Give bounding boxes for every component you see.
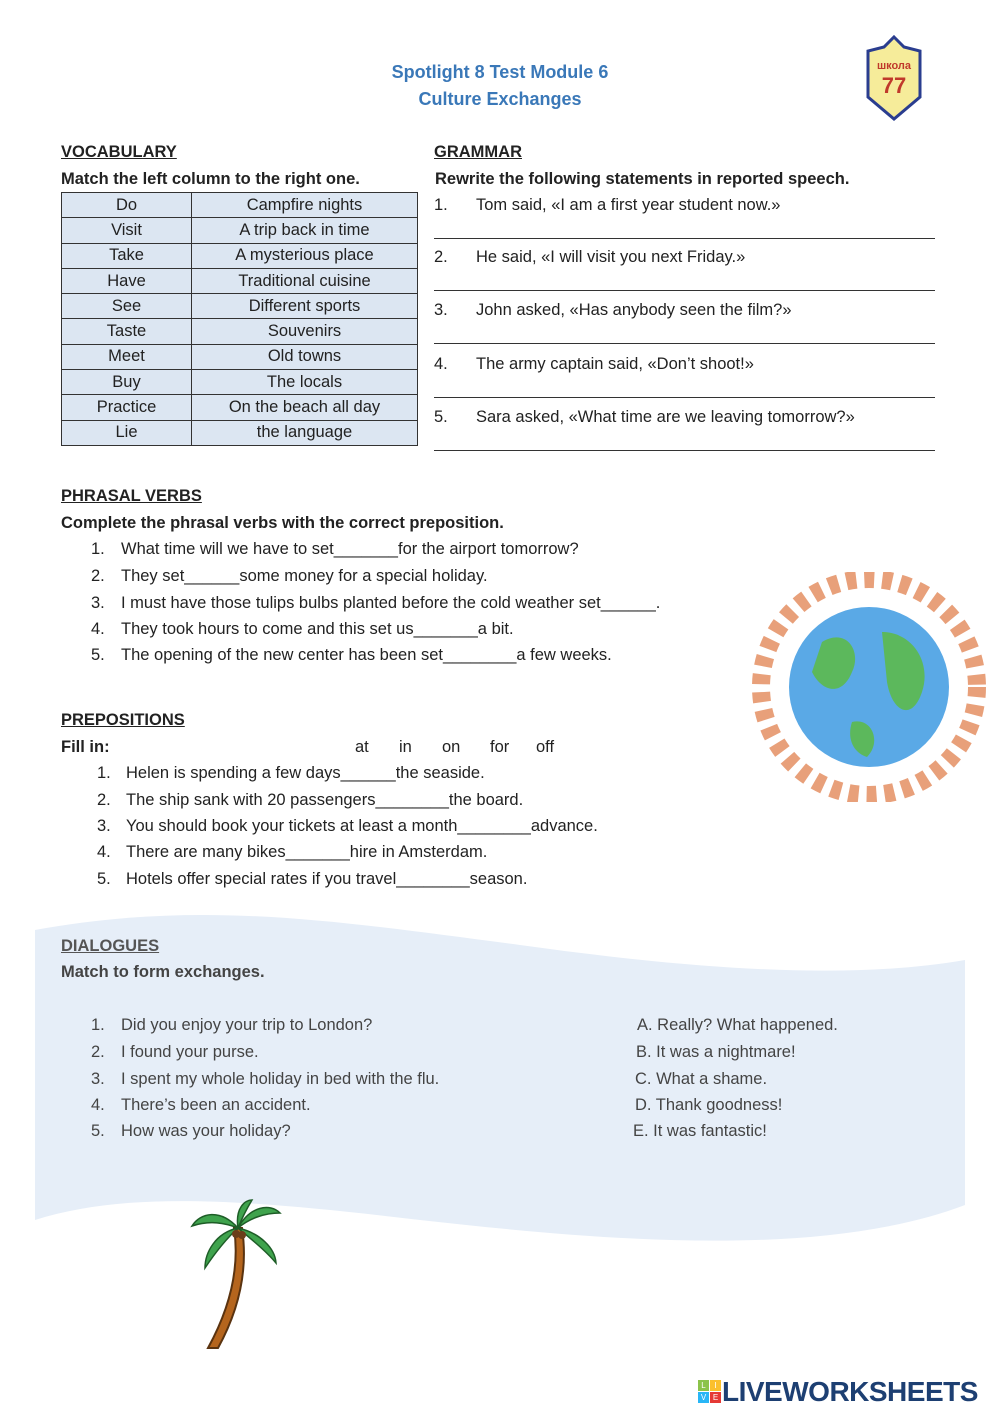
grammar-item-number: 1.	[434, 196, 448, 214]
table-row	[62, 243, 418, 268]
list-item-text: What time will we have to set_______for the airport tomorrow?	[121, 540, 579, 558]
palm-tree-image	[190, 1198, 282, 1353]
preposition-option: off	[536, 738, 555, 756]
prepositions-instruction: Fill in:	[61, 738, 110, 756]
list-item-text: You should book your tickets at least a month________advance.	[126, 817, 598, 835]
vocab-right-cell: Different sports	[192, 294, 418, 319]
list-item-number: 4.	[91, 620, 105, 638]
list-item-text: They took hours to come and this set us_______a bit.	[121, 620, 514, 638]
list-item-number: 2.	[91, 567, 105, 585]
page-title: Spotlight 8 Test Module 6	[391, 62, 609, 82]
list-item-text: I must have those tulips bulbs planted before the cold weather set______.	[121, 594, 661, 612]
vocab-left-cell: Take	[62, 243, 192, 268]
answer-line[interactable]	[434, 343, 935, 344]
preposition-option: on	[442, 738, 461, 756]
phrasal-instruction: Complete the phrasal verbs with the correct preposition.	[61, 514, 504, 532]
vocab-left-cell: See	[62, 294, 192, 319]
dialogue-answer: C. What a shame.	[635, 1070, 768, 1088]
list-item-number: 1.	[91, 1016, 105, 1034]
table-row	[62, 268, 418, 293]
vocab-right-cell: Old towns	[192, 344, 418, 369]
answer-line[interactable]	[434, 238, 935, 239]
dialogue-answer: E. It was fantastic!	[633, 1122, 767, 1140]
grammar-item-text: Tom said, «I am a first year student now.»	[476, 196, 781, 214]
list-item-text: How was your holiday?	[121, 1122, 291, 1140]
list-item-number: 2.	[91, 1043, 105, 1061]
grammar-item-number: 5.	[434, 408, 448, 426]
vocabulary-table	[61, 192, 418, 446]
vocab-right-cell: Campfire nights	[192, 193, 418, 218]
table-row	[62, 370, 418, 395]
preposition-option: for	[490, 738, 510, 756]
liveworksheets-brand: LIVEWORKSHEETS	[722, 1376, 978, 1407]
badge-letter: E	[710, 1392, 721, 1403]
list-item-text: The opening of the new center has been set________a few weeks.	[121, 646, 612, 664]
list-item-text: I found your purse.	[121, 1043, 259, 1061]
list-item-text: They set______some money for a special holiday.	[121, 567, 488, 585]
badge-letter: L	[698, 1380, 709, 1391]
list-item-number: 3.	[97, 817, 111, 835]
prepositions-heading: PREPOSITIONS	[61, 711, 185, 729]
list-item-number: 5.	[91, 646, 105, 664]
table-row	[62, 218, 418, 243]
wave-background	[0, 900, 1000, 1280]
vocab-left-cell: Taste	[62, 319, 192, 344]
vocabulary-instruction: Match the left column to the right one.	[61, 170, 360, 188]
answer-line[interactable]	[434, 450, 935, 451]
grammar-item-number: 4.	[434, 355, 448, 373]
dialogues-heading: DIALOGUES	[61, 937, 160, 955]
vocab-left-cell: Lie	[62, 420, 192, 445]
vocab-right-cell: the language	[192, 420, 418, 445]
vocab-left-cell: Meet	[62, 344, 192, 369]
grammar-instruction: Rewrite the following statements in reported speech.	[435, 170, 850, 188]
svg-text:77: 77	[881, 73, 907, 98]
globe-children-image	[752, 572, 987, 802]
preposition-option: at	[355, 738, 369, 756]
phrasal-heading: PHRASAL VERBS	[61, 487, 202, 505]
list-item-number: 4.	[91, 1096, 105, 1114]
list-item-text: The ship sank with 20 passengers________the board.	[126, 791, 524, 809]
list-item-text: I spent my whole holiday in bed with the flu.	[121, 1070, 440, 1088]
list-item-text: Helen is spending a few days______the seaside.	[126, 764, 485, 782]
dialogues-instruction: Match to form exchanges.	[61, 963, 265, 981]
list-item-number: 3.	[91, 1070, 105, 1088]
list-item-number: 5.	[91, 1122, 105, 1140]
list-item-number: 5.	[97, 870, 111, 888]
vocab-right-cell: Traditional cuisine	[192, 268, 418, 293]
grammar-item-text: John asked, «Has anybody seen the film?»	[476, 301, 792, 319]
dialogue-answer: A. Really? What happened.	[637, 1016, 838, 1034]
vocab-right-cell: The locals	[192, 370, 418, 395]
grammar-heading: GRAMMAR	[434, 143, 522, 161]
grammar-item-text: The army captain said, «Don’t shoot!»	[476, 355, 754, 373]
list-item-number: 3.	[91, 594, 105, 612]
list-item-text: Did you enjoy your trip to London?	[121, 1016, 373, 1034]
answer-line[interactable]	[434, 397, 935, 398]
list-item-number: 1.	[91, 540, 105, 558]
svg-text:школа: школа	[876, 60, 912, 72]
list-item-text: There’s been an accident.	[121, 1096, 311, 1114]
list-item-text: Hotels offer special rates if you travel________season.	[126, 870, 528, 888]
table-row	[62, 395, 418, 420]
vocab-right-cell: On the beach all day	[192, 395, 418, 420]
list-item-number: 1.	[97, 764, 111, 782]
dialogue-answer: B. It was a nightmare!	[636, 1043, 796, 1061]
vocab-right-cell: A mysterious place	[192, 243, 418, 268]
list-item-text: There are many bikes_______hire in Amsterdam.	[126, 843, 488, 861]
grammar-item-text: Sara asked, «What time are we leaving tomorrow?»	[476, 408, 855, 426]
vocab-left-cell: Do	[62, 193, 192, 218]
vocab-right-cell: Souvenirs	[192, 319, 418, 344]
badge-letter: V	[698, 1392, 709, 1403]
answer-line[interactable]	[434, 290, 935, 291]
grammar-item-number: 2.	[434, 248, 448, 266]
list-item-number: 2.	[97, 791, 111, 809]
table-row	[62, 420, 418, 445]
table-row	[62, 193, 418, 218]
vocab-left-cell: Buy	[62, 370, 192, 395]
vocab-left-cell: Have	[62, 268, 192, 293]
grammar-item-text: He said, «I will visit you next Friday.»	[476, 248, 746, 266]
school-logo	[862, 35, 926, 121]
vocab-left-cell: Practice	[62, 395, 192, 420]
list-item-number: 4.	[97, 843, 111, 861]
dialogue-answer: D. Thank goodness!	[635, 1096, 783, 1114]
vocab-left-cell: Visit	[62, 218, 192, 243]
page-subtitle: Culture Exchanges	[418, 89, 582, 109]
table-row	[62, 344, 418, 369]
vocab-right-cell: A trip back in time	[192, 218, 418, 243]
table-row	[62, 319, 418, 344]
vocabulary-heading: VOCABULARY	[61, 143, 177, 161]
table-row	[62, 294, 418, 319]
liveworksheets-badge	[698, 1380, 721, 1403]
grammar-item-number: 3.	[434, 301, 448, 319]
preposition-option: in	[399, 738, 412, 756]
badge-letter: I	[710, 1380, 721, 1391]
